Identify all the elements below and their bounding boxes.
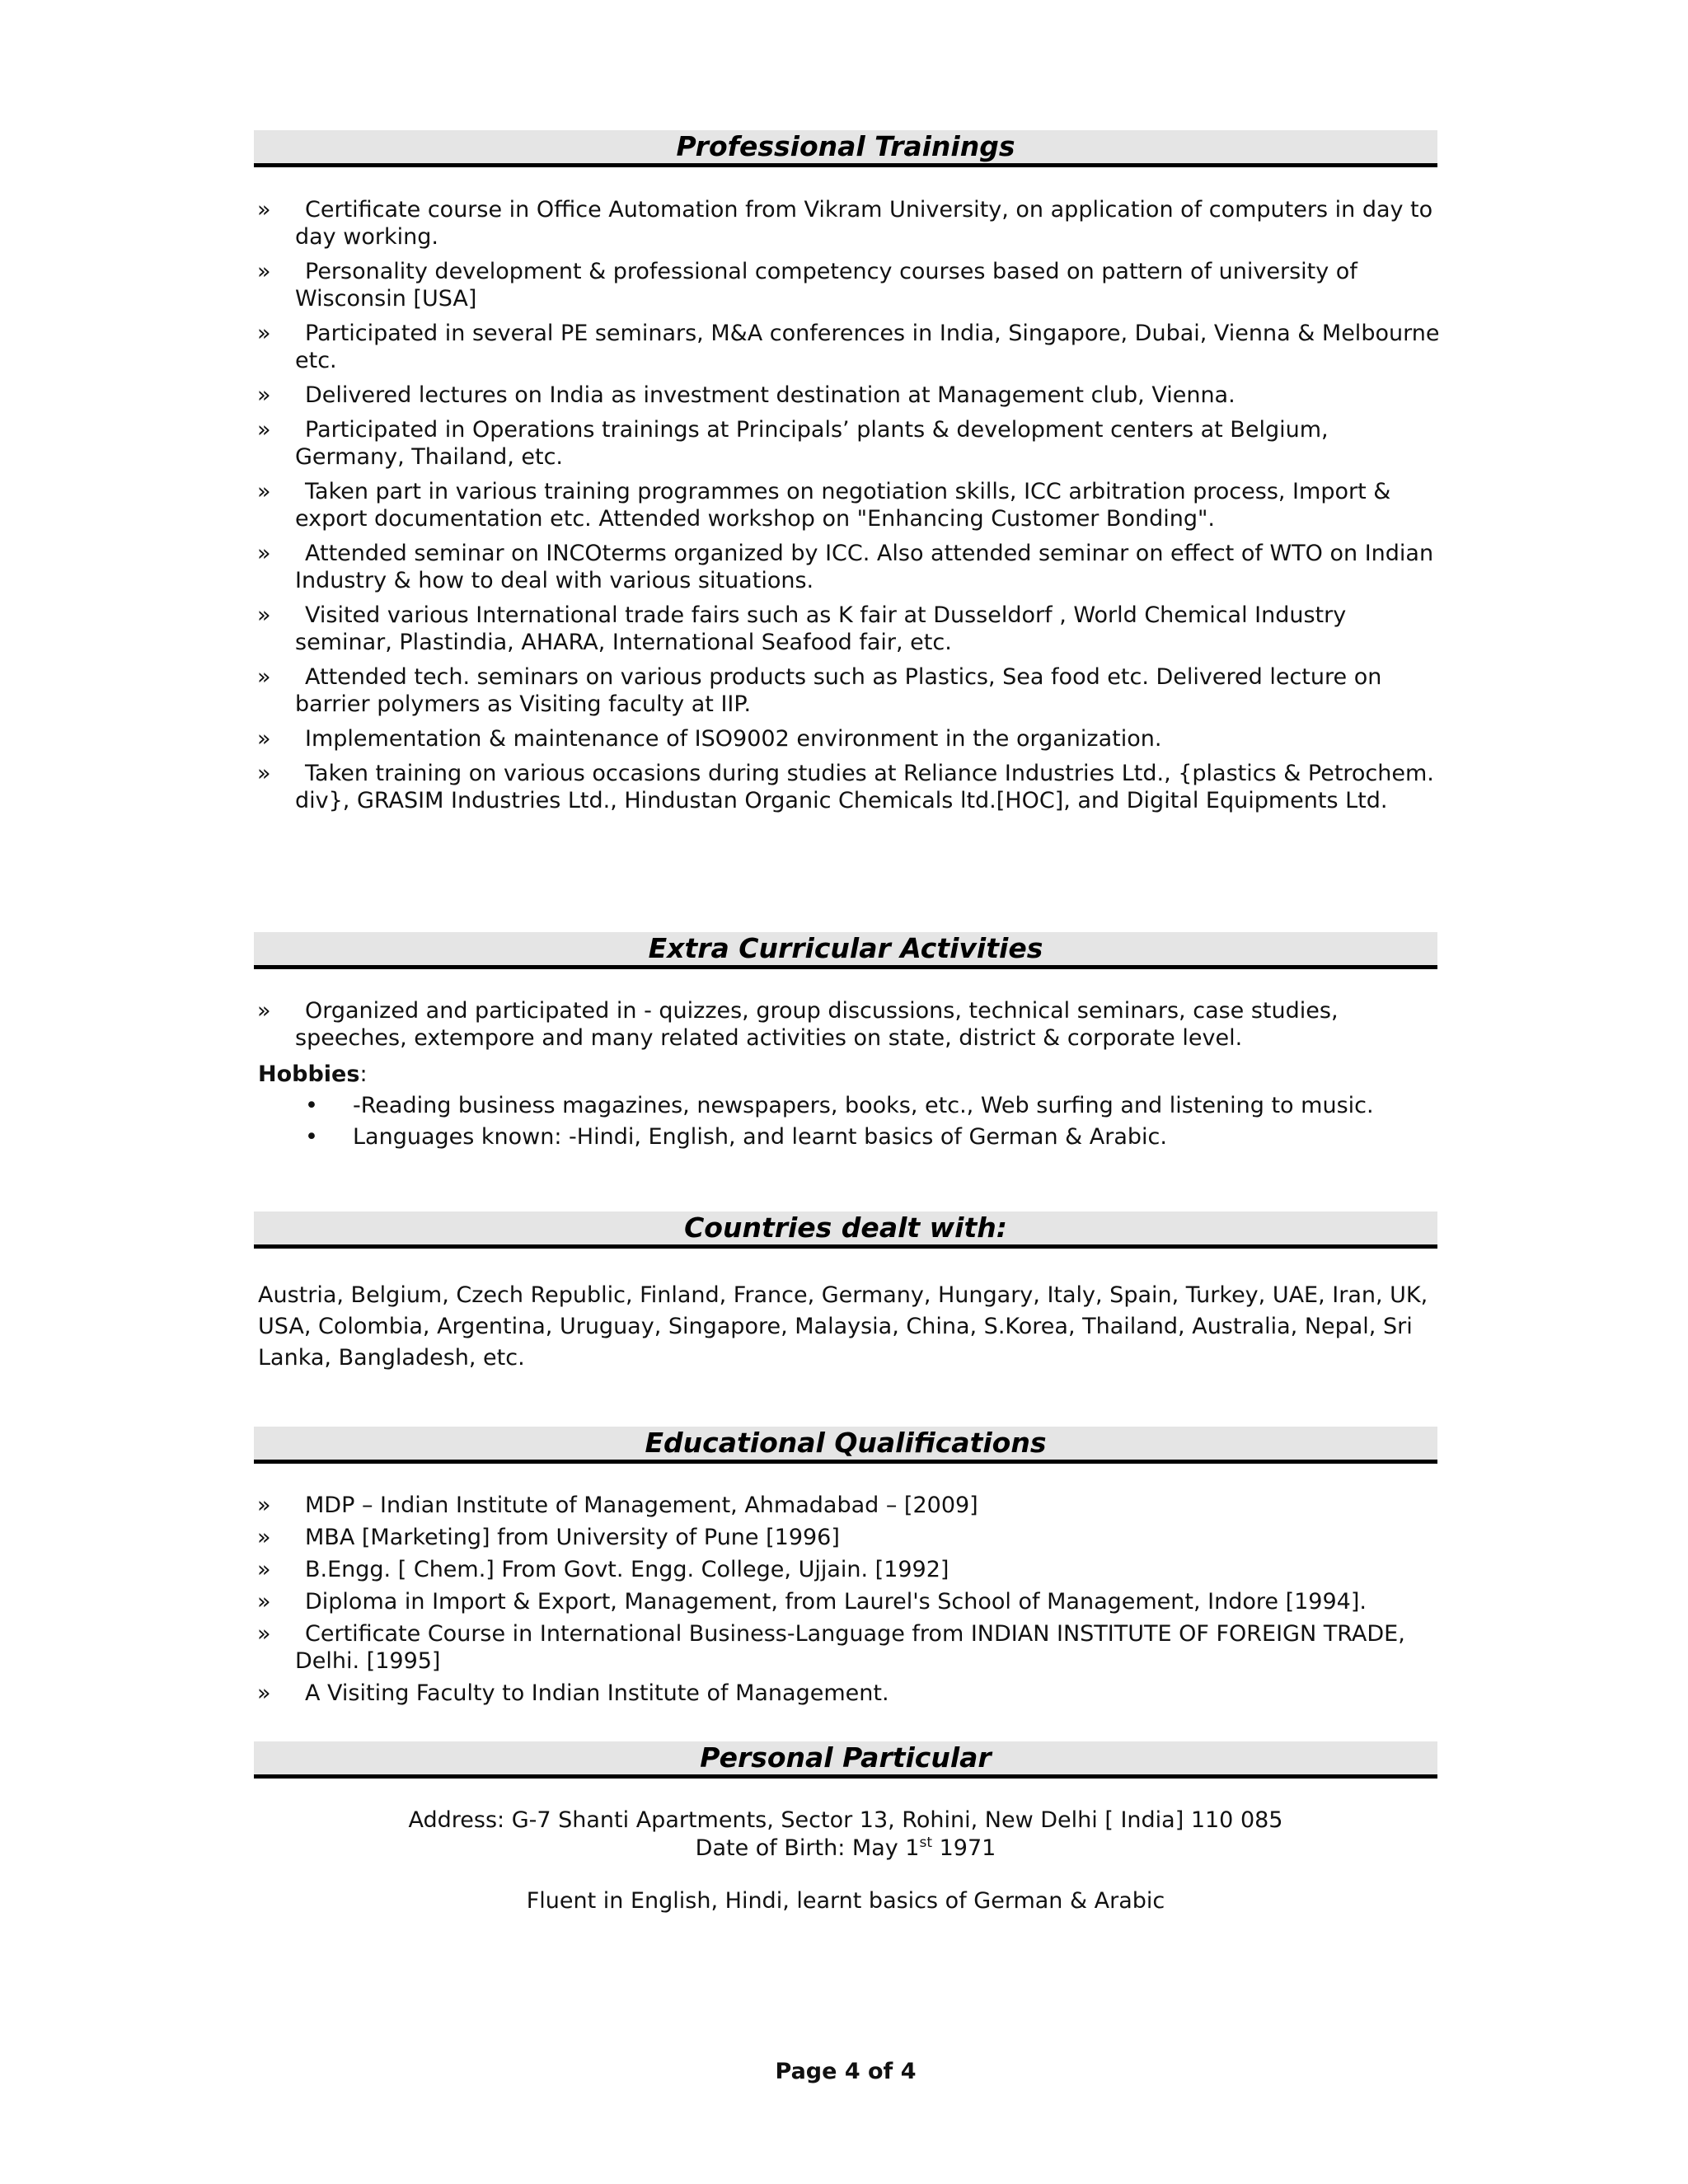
dob-suffix: 1971 bbox=[932, 1835, 996, 1861]
list-item bbox=[254, 1620, 1441, 1675]
bullet-marker: » bbox=[257, 259, 271, 284]
list-item bbox=[254, 760, 1441, 814]
list-item bbox=[254, 1556, 1441, 1583]
list-item-text: Visited various International trade fairs such as K fair at Dusseldorf , World Chemical Industry seminar, Plastindia, AHARA, International Seafood fair, etc. bbox=[295, 602, 1347, 655]
hobbies-heading bbox=[258, 1061, 368, 1088]
list-item-text: B.Engg. [ Chem.] From Govt. Engg. College, Ujjain. [1992] bbox=[305, 1557, 950, 1582]
bullet-marker: » bbox=[257, 1680, 271, 1706]
list-item bbox=[297, 1123, 1434, 1151]
hobbies-colon: : bbox=[359, 1062, 368, 1087]
bullet-marker: » bbox=[257, 321, 271, 346]
bullet-marker: » bbox=[257, 1621, 271, 1647]
list-item-text: Attended tech. seminars on various products such as Plastics, Sea food etc. Delivered lecture on barrier polymers as Visiting faculty at IIP. bbox=[295, 664, 1382, 717]
bullet-marker: » bbox=[257, 197, 271, 223]
countries-text: Austria, Belgium, Czech Republic, Finland, France, Germany, Hungary, Italy, Spain, Turkey, UAE, Iran, UK, USA, Colombia, Argentina, Uruguay, Singapore, Malaysia, China, S.Korea, Thailand, Australia, Nepal, Sri Lanka, Bangladesh, etc. bbox=[258, 1282, 1428, 1371]
list-item bbox=[254, 196, 1441, 251]
list-item-text: Taken part in various training programmes on negotiation skills, ICC arbitration process, Import & export documentation etc. Attended workshop on "Enhancing Customer Bonding". bbox=[295, 479, 1391, 532]
section-header-education: Educational Qualifications bbox=[254, 1427, 1437, 1464]
section-header-professional-trainings: Professional Trainings bbox=[254, 130, 1437, 167]
bullet-marker: » bbox=[257, 1557, 271, 1582]
list-item-text: Diploma in Import & Export, Management, from Laurel's School of Management, Indore [1994]. bbox=[305, 1589, 1367, 1615]
list-item-text: Participated in several PE seminars, M&A conferences in India, Singapore, Dubai, Vienna & Melbourne etc. bbox=[295, 321, 1440, 373]
list-item-text: Certificate Course in International Business-Language from INDIAN INSTITUTE OF FOREIGN TRADE, Delhi. [1995] bbox=[295, 1621, 1405, 1674]
list-item-text: Certificate course in Office Automation from Vikram University, on application of computers in day to day working. bbox=[295, 197, 1433, 250]
bullet-marker: » bbox=[257, 726, 271, 752]
dob-superscript: st bbox=[919, 1835, 933, 1851]
list-item-text: Implementation & maintenance of ISO9002 environment in the organization. bbox=[305, 726, 1162, 752]
bullet-marker: » bbox=[257, 998, 271, 1024]
section-header-extra-curricular: Extra Curricular Activities bbox=[254, 932, 1437, 969]
list-item bbox=[254, 1680, 1441, 1707]
dob-prefix: Date of Birth: May 1 bbox=[695, 1835, 920, 1861]
hobbies-list bbox=[297, 1092, 1434, 1155]
list-item-text: MDP – Indian Institute of Management, Ahmadabad – [2009] bbox=[305, 1493, 978, 1518]
list-item bbox=[254, 382, 1441, 409]
list-item bbox=[254, 663, 1441, 718]
section-header-personal: Personal Particular bbox=[254, 1741, 1437, 1779]
list-item bbox=[254, 416, 1441, 471]
bullet-marker: » bbox=[257, 1525, 271, 1550]
list-item bbox=[254, 478, 1441, 532]
list-item-text: Participated in Operations trainings at Principals’ plants & development centers at Belgium, Germany, Thailand, etc. bbox=[295, 417, 1329, 470]
list-item-text: Taken training on various occasions during studies at Reliance Industries Ltd., {plastics & Petrochem. div}, GRASIM Industries Ltd., Hindustan Organic Chemicals ltd.[HOC], and Digital Equipments Ltd. bbox=[295, 761, 1434, 813]
professional-trainings-list bbox=[254, 196, 1441, 822]
bullet-marker: » bbox=[257, 664, 271, 690]
list-item bbox=[254, 320, 1441, 374]
list-item bbox=[254, 725, 1441, 752]
list-item bbox=[254, 602, 1441, 656]
list-item bbox=[254, 1524, 1441, 1551]
bullet-marker: » bbox=[257, 761, 271, 786]
list-item-text: -Reading business magazines, newspapers, books, etc., Web surfing and listening to music. bbox=[353, 1093, 1374, 1118]
hobbies-label: Hobbies bbox=[258, 1062, 360, 1087]
list-item-text: Attended seminar on INCOterms organized by ICC. Also attended seminar on effect of WTO on Indian Industry & how to deal with various situations. bbox=[295, 541, 1434, 593]
extra-curricular-list bbox=[254, 997, 1441, 1059]
bullet-marker: » bbox=[257, 602, 271, 628]
education-list bbox=[254, 1492, 1441, 1712]
list-item bbox=[254, 258, 1441, 312]
bullet-marker: » bbox=[257, 382, 271, 408]
bullet-marker: » bbox=[257, 417, 271, 443]
list-item-text: MBA [Marketing] from University of Pune [1996] bbox=[305, 1525, 840, 1550]
list-item-text: Organized and participated in - quizzes, group discussions, technical seminars, case studies, speeches, extempore and many related activities on state, district & corporate level. bbox=[295, 998, 1339, 1051]
list-item-text: Personality development & professional competency courses based on pattern of university of Wisconsin [USA] bbox=[295, 259, 1357, 312]
list-item bbox=[254, 1588, 1441, 1615]
bullet-marker: » bbox=[257, 1493, 271, 1518]
bullet-marker: » bbox=[257, 479, 271, 504]
section-header-countries: Countries dealt with: bbox=[254, 1212, 1437, 1249]
personal-languages: Fluent in English, Hindi, learnt basics of German & Arabic bbox=[526, 1888, 1165, 1914]
personal-address: Address: G-7 Shanti Apartments, Sector 13, Rohini, New Delhi [ India] 110 085 bbox=[408, 1807, 1283, 1833]
list-item bbox=[254, 997, 1441, 1052]
list-item bbox=[297, 1092, 1434, 1119]
personal-dob bbox=[254, 1835, 1437, 1862]
list-item-text: Delivered lectures on India as investment destination at Management club, Vienna. bbox=[305, 382, 1236, 408]
list-item-text: A Visiting Faculty to Indian Institute of Management. bbox=[305, 1680, 889, 1706]
bullet-dot: • bbox=[305, 1124, 318, 1150]
list-item-text: Languages known: -Hindi, English, and learnt basics of German & Arabic. bbox=[353, 1124, 1167, 1150]
list-item bbox=[254, 1492, 1441, 1519]
page-number: Page 4 of 4 bbox=[775, 2059, 917, 2084]
bullet-dot: • bbox=[305, 1093, 318, 1118]
bullet-marker: » bbox=[257, 1589, 271, 1615]
list-item bbox=[254, 540, 1441, 594]
bullet-marker: » bbox=[257, 541, 271, 566]
